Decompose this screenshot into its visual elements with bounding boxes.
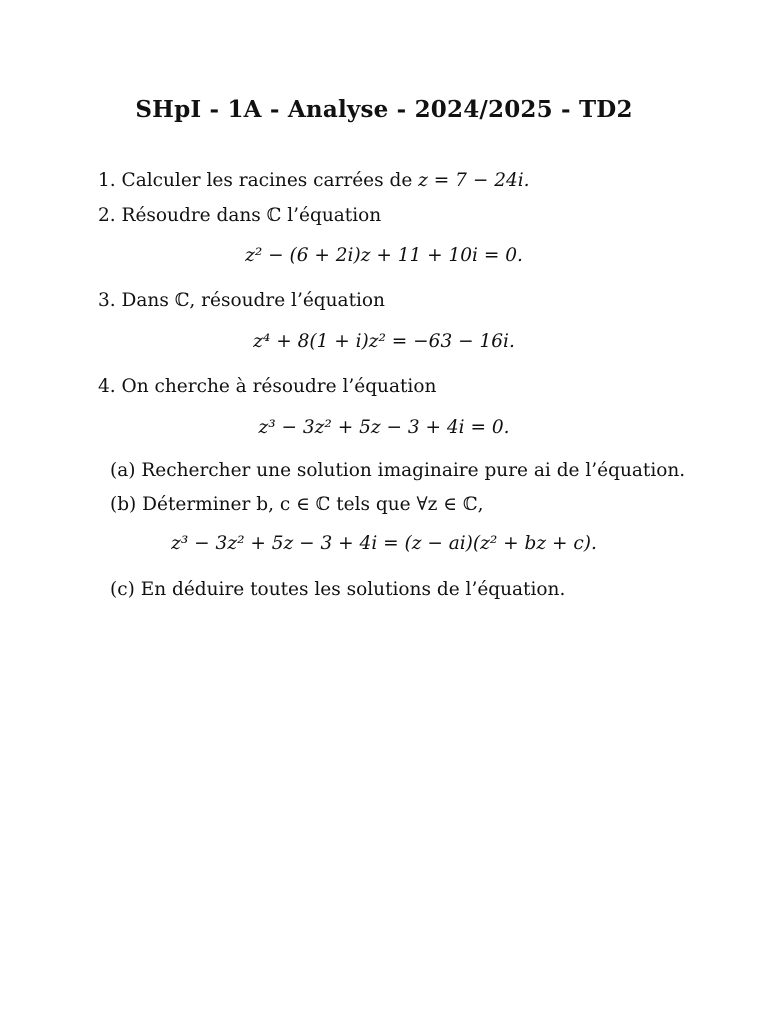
exercise-2-equation: z² − (6 + 2i)z + 11 + 10i = 0.: [245, 245, 523, 266]
exercise-3-equation: z⁴ + 8(1 + i)z² = −63 − 16i.: [253, 331, 515, 352]
exercise-4-equation: z³ − 3z² + 5z − 3 + 4i = 0.: [258, 417, 510, 438]
exercise-2: [98, 205, 381, 226]
exercise-1-text: Calculer les racines carrées de: [121, 170, 413, 191]
subitem-label: (b): [110, 494, 137, 515]
subitem-b-equation: z³ − 3z² + 5z − 3 + 4i = (z − ai)(z² + bz + c).: [171, 533, 597, 554]
subitem-label: (a): [110, 460, 136, 481]
subitem-b-text: Déterminer b, c ∈ ℂ tels que ∀z ∈ ℂ,: [142, 494, 484, 515]
item-number: 4.: [98, 376, 116, 397]
exercise-4: [98, 376, 436, 397]
exercise-1-expression: z = 7 − 24i.: [418, 170, 530, 191]
subitem-c-text: En déduire toutes les solutions de l’équation.: [140, 579, 566, 600]
subitem-a-text: Rechercher une solution imaginaire pure ai de l’équation.: [141, 460, 686, 481]
subitem-label: (c): [110, 579, 135, 600]
subitem-a: [110, 460, 685, 481]
exercise-4-text: On cherche à résoudre l’équation: [121, 376, 437, 397]
subitem-b: [110, 494, 483, 515]
item-number: 3.: [98, 290, 116, 311]
item-number: 1.: [98, 170, 116, 191]
subitem-c: [110, 579, 565, 600]
exercise-3: [98, 290, 385, 311]
exercise-1: [98, 170, 530, 191]
exercise-2-text: Résoudre dans ℂ l’équation: [121, 205, 382, 226]
item-number: 2.: [98, 205, 116, 226]
exercise-3-text: Dans ℂ, résoudre l’équation: [121, 290, 385, 311]
page-title: SHpI - 1A - Analyse - 2024/2025 - TD2: [135, 96, 633, 123]
